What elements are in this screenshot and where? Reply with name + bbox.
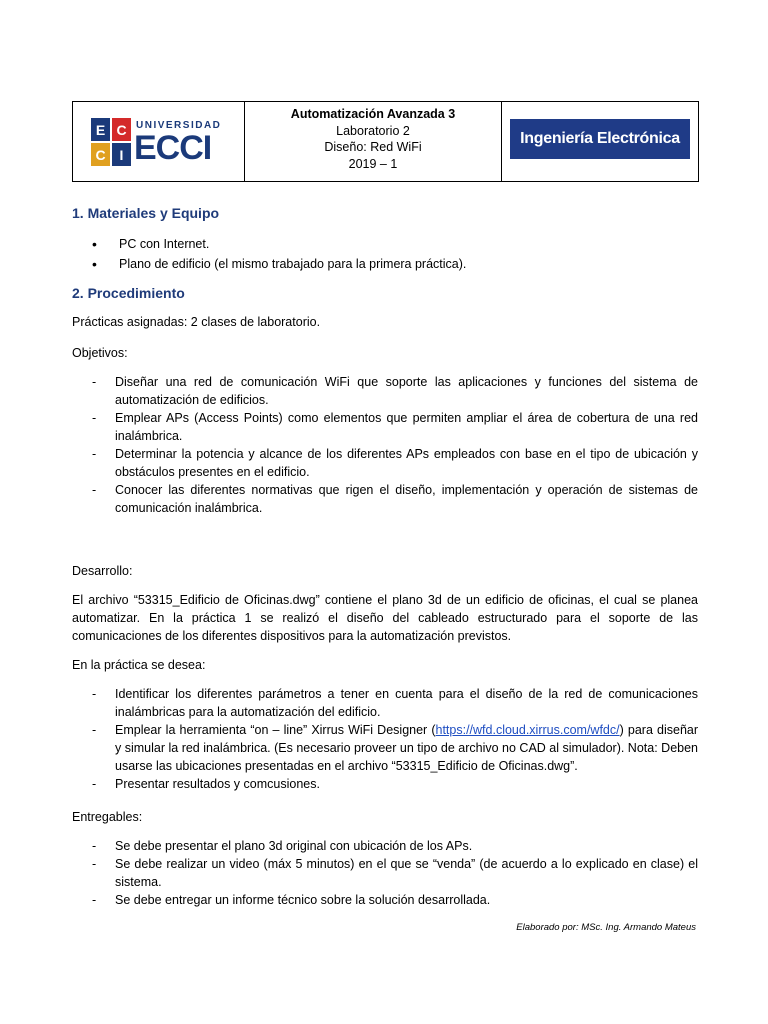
section-2-title: 2. Procedimiento [72, 285, 185, 301]
deliverables-list [72, 837, 698, 909]
list-item [72, 721, 698, 775]
list-item: - Presentar resultados y comcusiones. [72, 775, 698, 793]
logo-letter: E [91, 118, 110, 141]
item-text: Emplear la herramienta “on – line” Xirrus WiFi Designer ( [115, 723, 436, 737]
xirrus-link[interactable]: https://wfd.cloud.xirrus.com/wfdc/ [435, 723, 620, 737]
header-logo-cell [73, 102, 245, 181]
list-item: - Emplear APs (Access Points) como elementos que permiten ampliar el área de cobertura de una red inalámbrica. [72, 409, 698, 445]
header-dept-cell [502, 102, 698, 181]
practice-list [72, 685, 698, 793]
department-logo: Ingeniería Electrónica [510, 119, 690, 159]
logo-letter: C [91, 143, 110, 166]
course-title: Automatización Avanzada 3 [290, 107, 456, 121]
list-item: - Se debe presentar el plano 3d original con ubicación de los APs. [72, 837, 698, 855]
list-item: • PC con Internet. [92, 234, 692, 254]
materials-list [92, 234, 692, 274]
list-item: • Plano de edificio (el mismo trabajado para la primera práctica). [92, 254, 692, 274]
ecci-logo-mark [91, 118, 131, 166]
development-text: El archivo “53315_Edificio de Oficinas.dwg” contiene el plano 3d de un edificio de oficinas, el cual se planea automatizar. En la práctica 1 se realizó el diseño del cableado estructurado para el soporte de las comunicaciones de los diferentes dispositivos para la automatización previstos. [72, 593, 698, 643]
objectives-list [72, 373, 698, 517]
practice-label: En la práctica se desea: [72, 658, 206, 672]
header-table [72, 101, 699, 182]
logo-brand-top: UNIVERSIDAD [136, 120, 222, 131]
list-item: - Conocer las diferentes normativas que rigen el diseño, implementación y operación de sistemas de comunicación inalámbrica. [72, 481, 698, 517]
assigned-text: Prácticas asignadas: 2 clases de laboratorio. [72, 315, 321, 329]
item-text: ) para diseñar y simular la red inalámbrica. (Es necesario proveer un tipo de archivo no CAD al simulador). Nota: Deben usarse las ubicaciones presentadas en el archivo “53315_Edificio de Oficinas.dwg”. [115, 723, 699, 773]
list-item: - Identificar los diferentes parámetros a tener en cuenta para el diseño de la red de comunicaciones inalámbricas para la automatización del edificio. [72, 685, 698, 721]
lab-number: Laboratorio 2 [336, 123, 410, 138]
list-item: - Determinar la potencia y alcance de los diferentes APs empleados con base en el tipo de ubicación y obstáculos presentes en el edificio. [72, 445, 698, 481]
ecci-logo [91, 118, 236, 170]
author-footer: Elaborado por: MSc. Ing. Armando Mateus [516, 922, 696, 933]
logo-letter: I [112, 143, 131, 166]
lab-topic: Diseño: Red WiFi [324, 140, 422, 154]
development-label: Desarrollo: [72, 564, 133, 578]
deliverables-label: Entregables: [72, 810, 143, 824]
list-item: - Diseñar una red de comunicación WiFi que soporte las aplicaciones y funciones del sistema de automatización de edificios. [72, 373, 698, 409]
section-1-title: 1. Materiales y Equipo [72, 205, 220, 221]
logo-letter: C [112, 118, 131, 141]
semester: 2019 – 1 [348, 156, 398, 171]
logo-brand-name: ECCI [134, 129, 212, 167]
list-item: - Se debe entregar un informe técnico sobre la solución desarrollada. [72, 891, 698, 909]
list-item: - Se debe realizar un video (máx 5 minutos) en el que se “venda” (de acuerdo a lo explicado en clase) el sistema. [72, 855, 698, 891]
header-title-cell [245, 102, 502, 181]
objectives-label: Objetivos: [72, 346, 128, 360]
